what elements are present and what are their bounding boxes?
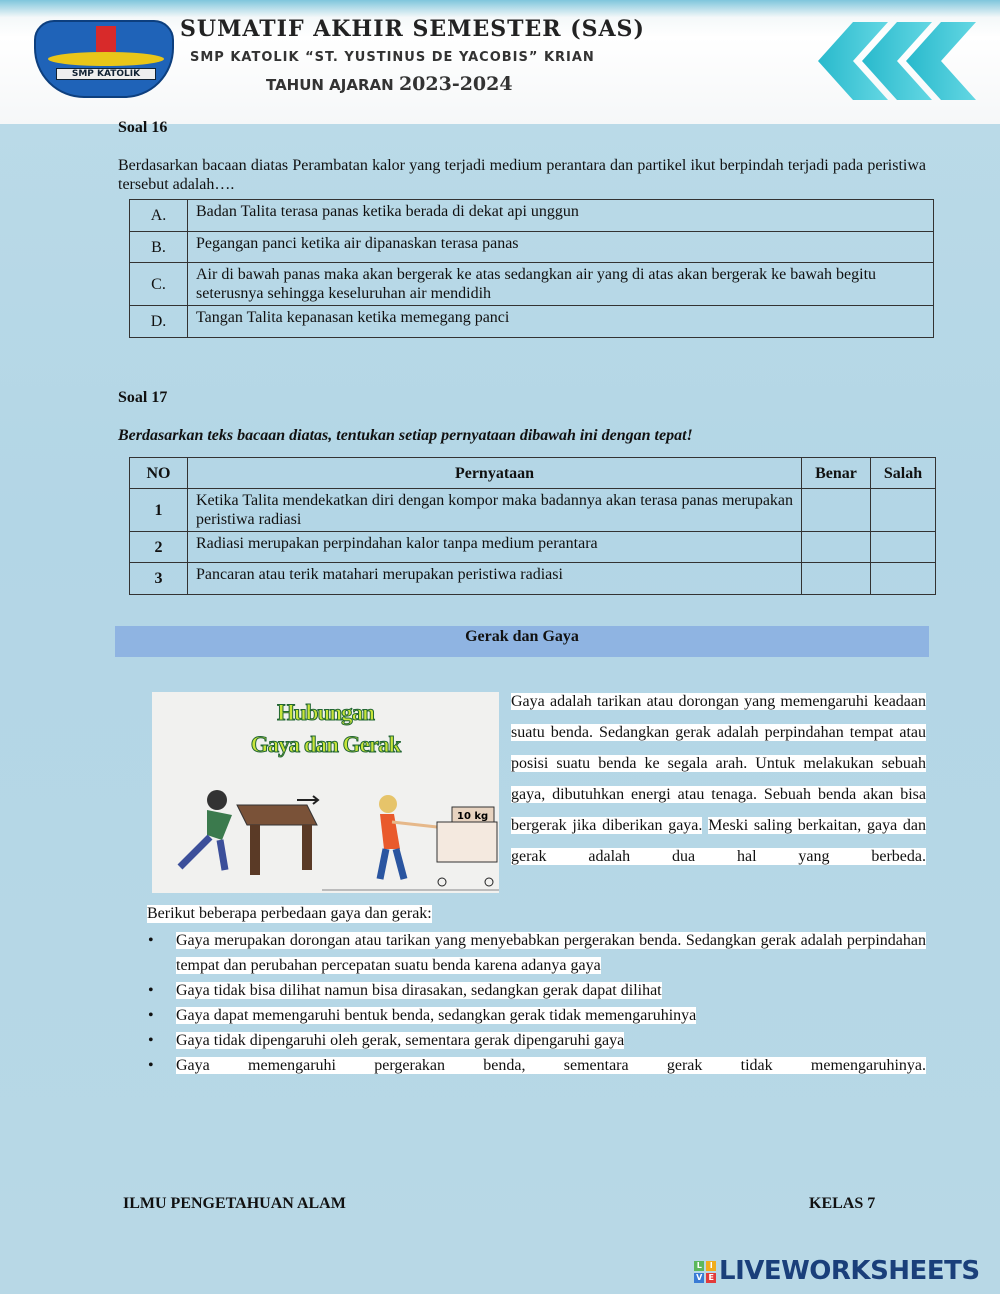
soal-16-title: Soal 16 (118, 119, 168, 136)
option-row[interactable] (130, 306, 934, 338)
exam-title: SUMATIF AKHIR SEMESTER (SAS) (180, 16, 645, 42)
statement: Pancaran atau terik matahari merupakan peristiwa radiasi (188, 563, 802, 595)
option-text: Air di bawah panas maka akan bergerak ke atas sedangkan air yang di atas akan bergerak ke bawah begitu seterusnya sehingga keseluruhan air mendidih (188, 263, 934, 306)
header-no: NO (130, 458, 188, 489)
header-true: Benar (802, 458, 871, 489)
option-text: Pegangan panci ketika air dipanaskan terasa panas (188, 232, 934, 263)
option-row[interactable] (130, 263, 934, 306)
row-number: 3 (130, 563, 188, 595)
soal-16-options (129, 199, 934, 338)
school-logo (34, 20, 174, 98)
gaya-gerak-illustration (152, 692, 499, 893)
header-statement: Pernyataan (188, 458, 802, 489)
weight-label: 10 kg (457, 811, 489, 822)
difference-list (150, 928, 926, 1078)
option-text: Badan Talita terasa panas ketika berada di dekat api unggun (188, 200, 934, 232)
false-answer-cell[interactable] (871, 532, 936, 563)
list-item: • Gaya dapat memengaruhi bentuk benda, sedangkan gerak tidak memengaruhinya (150, 1003, 926, 1028)
academic-year: TAHUN AJARAN 2023-2024 (266, 73, 513, 95)
true-answer-cell[interactable] (802, 532, 871, 563)
list-item: • Gaya merupakan dorongan atau tarikan yang menyebabkan pergerakan benda. Sedangkan gerak adalah perpindahan tempat dan perubahan percepatan suatu benda karena adanya gaya (150, 928, 926, 978)
statement: Ketika Talita mendekatkan diri dengan kompor maka badannya akan terasa panas merupakan peristiwa radiasi (188, 489, 802, 532)
false-answer-cell[interactable] (871, 489, 936, 532)
row-number: 1 (130, 489, 188, 532)
image-title: Hubungan (277, 700, 374, 725)
option-letter: D. (130, 306, 188, 338)
option-letter: B. (130, 232, 188, 263)
section-title: Gerak dan Gaya (115, 626, 929, 657)
soal-17-title: Soal 17 (118, 389, 168, 406)
header-banner (0, 0, 1000, 124)
false-answer-cell[interactable] (871, 563, 936, 595)
logo-text: SMP KATOLIK (56, 68, 156, 80)
option-text: Tangan Talita kepanasan ketika memegang panci (188, 306, 934, 338)
list-item: • Gaya tidak bisa dilihat namun bisa dirasakan, sedangkan gerak dapat dilihat (150, 978, 926, 1003)
header-false: Salah (871, 458, 936, 489)
table-row (130, 532, 936, 563)
footer-class: KELAS 7 (809, 1195, 876, 1212)
option-letter: C. (130, 263, 188, 306)
school-name: SMP KATOLIK “ST. YUSTINUS DE YACOBIS” KRIAN (190, 50, 595, 65)
list-item: • Gaya tidak dipengaruhi oleh gerak, sementara gerak dipengaruhi gaya (150, 1028, 926, 1053)
footer-subject: ILMU PENGETAHUAN ALAM (123, 1195, 346, 1212)
people-pushing-pulling-icon (152, 692, 499, 893)
soal-17-table (129, 457, 936, 595)
true-answer-cell[interactable] (802, 489, 871, 532)
table-row (130, 563, 936, 595)
live-blocks-icon: L IV E (693, 1260, 719, 1284)
image-title: Gaya dan Gerak (250, 732, 401, 757)
true-answer-cell[interactable] (802, 563, 871, 595)
brand-name: LIVEWORKSHEETS (719, 1256, 980, 1286)
gaya-gerak-paragraph: Gaya adalah tarikan atau dorongan yang memengaruhi keadaan suatu benda. Sedangkan gerak adalah perpindahan tempat atau posisi suatu benda ke segala arah. Untuk melakukan sebuah gaya, dibutuhkan energi atau tenaga. Sebuah benda akan bisa bergerak jika diberikan gaya. Meski saling berkaitan, gaya dan gerak adalah dua hal yang berbeda. (511, 693, 927, 865)
list-item: • Gaya memengaruhi pergerakan benda, sementara gerak tidak memengaruhinya. (150, 1053, 926, 1078)
option-letter: A. (130, 200, 188, 232)
statement: Radiasi merupakan perpindahan kalor tanpa medium perantara (188, 532, 802, 563)
list-intro: Berikut beberapa perbedaan gaya dan gerak: (147, 905, 432, 922)
table-row (130, 489, 936, 532)
option-row[interactable] (130, 232, 934, 263)
option-row[interactable] (130, 200, 934, 232)
row-number: 2 (130, 532, 188, 563)
soal-16-question: Berdasarkan bacaan diatas Perambatan kalor yang terjadi medium perantara dan partikel ikut berpindah terjadi pada peristiwa tersebut adalah…. (118, 157, 926, 193)
soal-17-instruction: Berdasarkan teks bacaan diatas, tentukan setiap pernyataan dibawah ini dengan tepat! (118, 427, 693, 444)
liveworksheets-logo[interactable] (693, 1256, 980, 1286)
